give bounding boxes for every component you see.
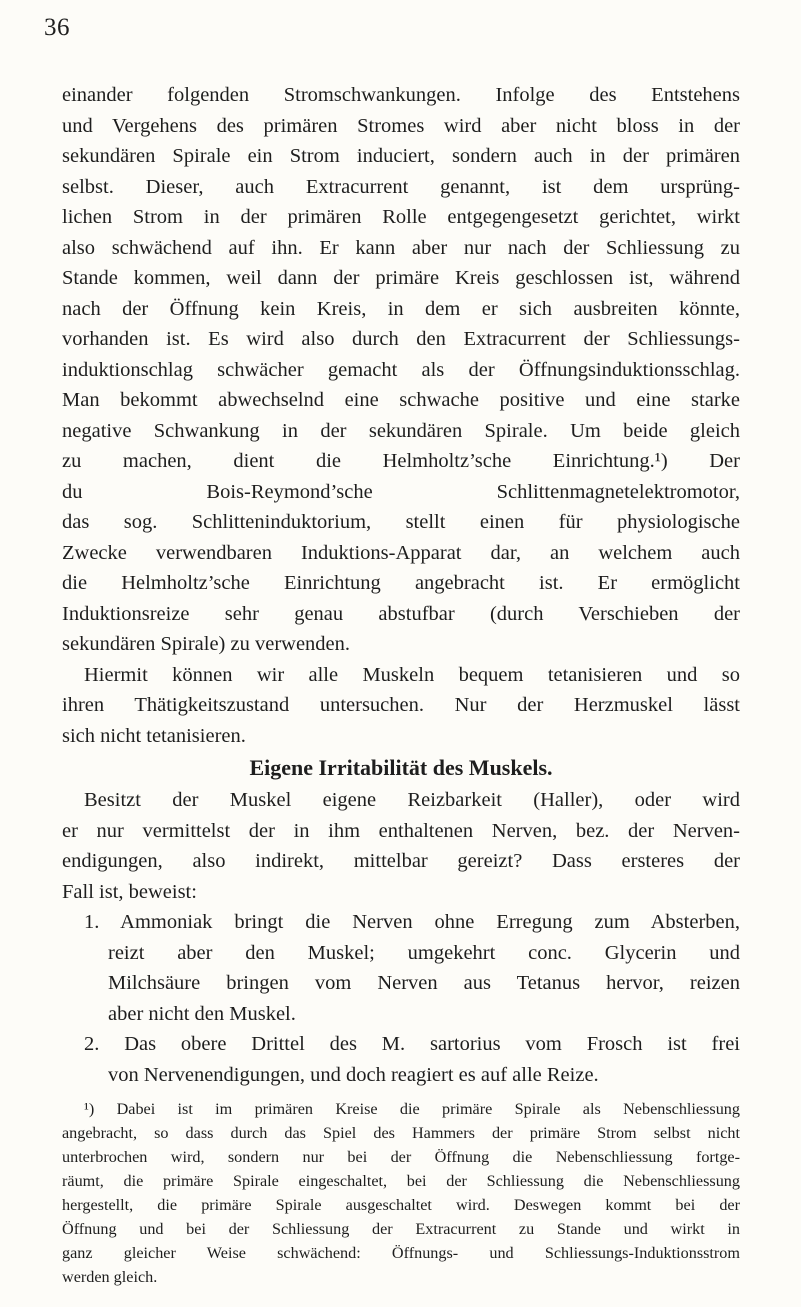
footnote-line: Öffnung und bei der Schliessung der Extracurrent zu Stande und wirkt in — [62, 1220, 740, 1238]
text-line: sich nicht tetanisieren. — [62, 724, 246, 747]
footnote-line: räumt, die primäre Spirale eingeschaltet, bei der Schliessung die Nebenschliessung — [62, 1172, 740, 1190]
footnote-line: hergestellt, die primäre Spirale ausgeschaltet wird. Deswegen kommt bei der — [62, 1196, 740, 1214]
paragraph-reizbarkeit — [62, 785, 740, 907]
footnote-line: werden gleich. — [62, 1268, 158, 1286]
text-line: vorhanden ist. Es wird also durch den Extracurrent der Schliessungs- — [62, 328, 740, 350]
text-line: Man bekommt abwechselnd eine schwache positive und eine starke — [62, 389, 740, 411]
text-line: selbst. Dieser, auch Extracurrent genannt, ist dem ursprüng- — [62, 175, 740, 198]
text-line: ihren Thätigkeitszustand untersuchen. Nur der Herzmuskel lässt — [62, 694, 740, 716]
paragraph-tetanisieren — [62, 660, 740, 752]
text-line: zu machen, dient die Helmholtz’sche Einrichtung.¹) Der — [62, 450, 740, 472]
text-line: du Bois-Reymond’sche Schlittenmagnetelektromotor, — [62, 480, 740, 503]
text-line: das sog. Schlitteninduktorium, stellt einen für physiologische — [62, 511, 740, 533]
text-line: Stande kommen, weil dann der primäre Kreis geschlossen ist, während — [62, 267, 740, 289]
footnote-line: ¹) Dabei ist im primären Kreise die primäre Spirale als Nebenschliessung — [84, 1100, 740, 1118]
footnote-line: ganz gleicher Weise schwächend: Öffnungs- und Schliessungs-Induktionsstrom — [62, 1244, 740, 1262]
text-line: von Nervenendigungen, und doch reagiert es auf alle Reize. — [108, 1063, 599, 1086]
page-number: 36 — [44, 14, 70, 41]
text-line: 2. Das obere Drittel des M. sartorius vom Frosch ist frei — [84, 1033, 740, 1055]
text-line: Zwecke verwendbaren Induktions-Apparat dar, an welchem auch — [62, 541, 740, 564]
text-line: Hiermit können wir alle Muskeln bequem tetanisieren und so — [84, 663, 740, 686]
text-line: also schwächend auf ihn. Er kann aber nur nach der Schliessung zu — [62, 236, 740, 259]
footnote-line: angebracht, so dass durch das Spiel des Hammers der primäre Strom selbst nicht — [62, 1124, 740, 1142]
text-line: sekundären Spirale ein Strom induciert, sondern auch in der primären — [62, 145, 740, 167]
text-line: er nur vermittelst der in ihm enthaltenen Nerven, bez. der Nerven- — [62, 819, 740, 842]
text-line: negative Schwankung in der sekundären Spirale. Um beide gleich — [62, 419, 740, 442]
list-item — [62, 907, 740, 1029]
footnote — [62, 1097, 740, 1289]
text-line: lichen Strom in der primären Rolle entgegengesetzt gerichtet, wirkt — [62, 206, 740, 228]
text-line: einander folgenden Stromschwankungen. Infolge des Entstehens — [62, 84, 740, 106]
proof-list — [62, 907, 740, 1090]
paragraph-stromschwankungen — [62, 80, 740, 660]
text-line: Milchsäure bringen vom Nerven aus Tetanus hervor, reizen — [108, 972, 740, 994]
body-text — [62, 80, 740, 1090]
text-line: sekundären Spirale) zu verwenden. — [62, 633, 351, 655]
text-line: endigungen, also indirekt, mittelbar gereizt? Dass ersteres der — [62, 850, 740, 872]
text-line: Induktionsreize sehr genau abstufbar (durch Verschieben der — [62, 602, 740, 625]
text-line: aber nicht den Muskel. — [108, 1002, 296, 1025]
text-line: und Vergehens des primären Stromes wird aber nicht bloss in der — [62, 114, 740, 137]
section-heading: Eigene Irritabilität des Muskels. — [249, 755, 553, 780]
text-line: die Helmholtz’sche Einrichtung angebracht ist. Er ermöglicht — [62, 572, 740, 594]
text-line: 1. Ammoniak bringt die Nerven ohne Erregung zum Absterben, — [84, 911, 740, 933]
text-line: induktionschlag schwächer gemacht als der Öffnungsinduktionsschlag. — [62, 358, 740, 381]
footnote-line: unterbrochen wird, sondern nur bei der Öffnung die Nebenschliessung fortge- — [62, 1148, 740, 1166]
text-line: Fall ist, beweist: — [62, 880, 197, 903]
text-line: reizt aber den Muskel; umgekehrt conc. Glycerin und — [108, 941, 740, 964]
list-item — [62, 1029, 740, 1090]
text-line: Besitzt der Muskel eigene Reizbarkeit (Haller), oder wird — [84, 789, 740, 811]
text-line: nach der Öffnung kein Kreis, in dem er sich ausbreiten könnte, — [62, 297, 740, 320]
